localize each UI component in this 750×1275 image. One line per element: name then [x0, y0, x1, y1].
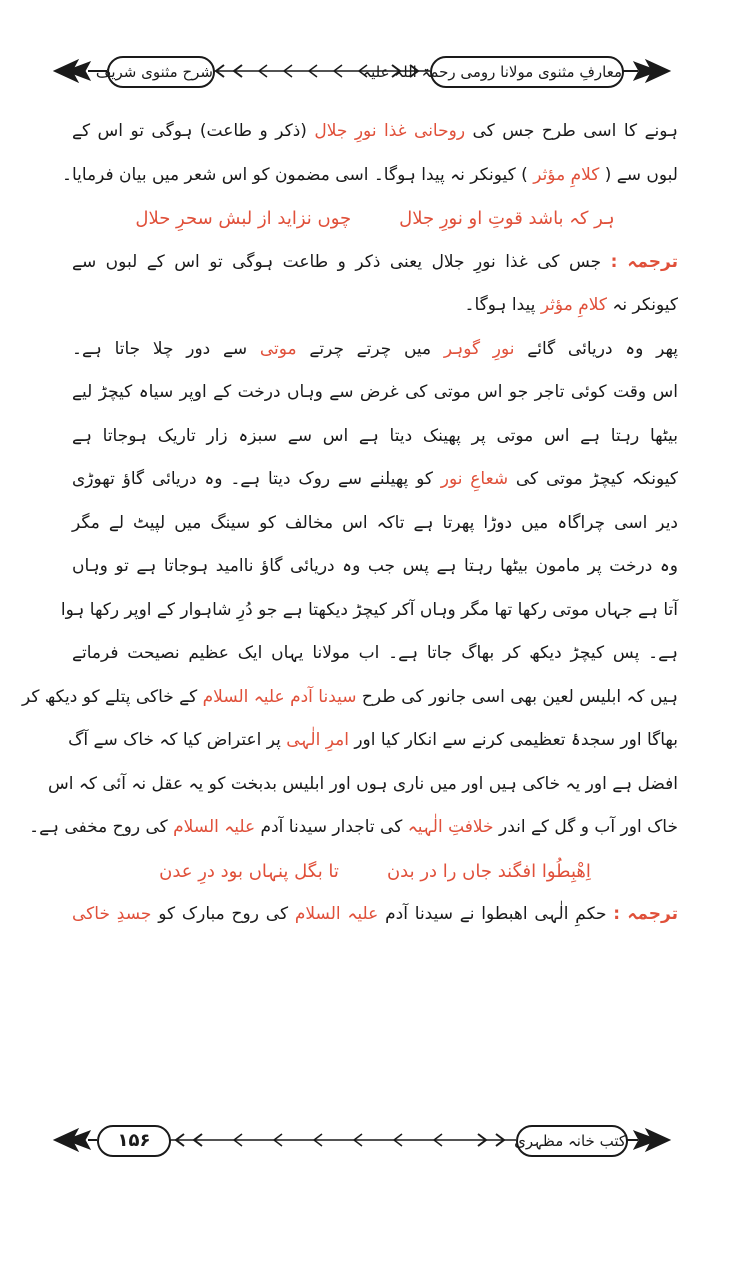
- highlighted-term: علیہ السلام: [173, 817, 256, 837]
- text-segment: حکمِ الٰہی اھبطوا نے سیدنا آدم: [385, 904, 607, 924]
- text-segment: پر اعتراض کیا کہ خاک سے آگ: [68, 730, 281, 750]
- translation-label: ترجمہ :: [610, 251, 678, 272]
- text-line: [48, 763, 678, 807]
- highlighted-term: موتی: [259, 338, 297, 359]
- text-segment: افضل ہے اور یہ خاکی ہیں اور میں ناری ہوں اور ابلیس بدبخت کو یہ عقل نہ آئی کہ اس: [48, 773, 678, 794]
- text-segment: بھاگا اور سجدۂ تعظیمی کرنے سے انکار کیا اور: [354, 730, 678, 750]
- text-segment: ہونے کا اسی طرح جس کی: [472, 121, 679, 141]
- text-segment: آتا ہے جہاں موتی رکھا تھا مگر وہاں آکر کیچڑ دیکھتا ہے جو دُرِ شاہوار کے اوپر رکھا ہوا: [60, 599, 678, 620]
- text-segment: (ذکر و طاعت) ہوگی تو اس کے: [72, 121, 307, 141]
- page-header: [52, 52, 672, 90]
- text-line: [72, 241, 678, 285]
- text-line: [60, 589, 678, 633]
- text-segment: جس کی غذا نورِ جلال یعنی ذکر و طاعت ہوگی تو اس کے لبوں سے: [72, 251, 602, 272]
- verse-line: [72, 197, 678, 241]
- page-footer: [52, 1121, 672, 1159]
- verse-line: [72, 850, 678, 894]
- section-title: شرح مثنوی شریف: [107, 56, 215, 88]
- highlighted-term: کلامِ مؤثر: [533, 164, 600, 185]
- text-line: [72, 371, 678, 415]
- text-segment: کی روح مخفی ہے۔: [29, 817, 168, 837]
- book-title: معارفِ مثنوی مولانا رومی رحمۃ اللہ علیہ: [430, 56, 624, 88]
- text-line: [29, 806, 678, 850]
- highlighted-term: روحانی غذا نورِ جلال: [314, 121, 466, 141]
- text-line: [72, 893, 678, 937]
- text-line: [72, 502, 678, 546]
- text-segment: وہ درخت پر مامون بیٹھا رہتا ہے پس جب وہ دریائی گاؤ ناامید ہوجاتا ہے تو وہاں: [72, 556, 678, 576]
- text-line: [72, 632, 678, 676]
- text-line: [72, 110, 678, 154]
- text-segment: میں چرتے چرتے: [309, 338, 432, 359]
- highlighted-term: نورِ گوہر: [443, 338, 515, 359]
- text-line: [72, 284, 678, 328]
- text-segment: اس وقت کوئی تاجر جو اس موتی کی غرض سے وہاں درخت کے اوپر سیاہ کیچڑ لیے: [72, 382, 678, 402]
- text-line: [61, 154, 678, 198]
- text-line: [72, 545, 678, 589]
- page-number: ۱۵۶: [97, 1125, 171, 1157]
- text-line: [72, 458, 678, 502]
- highlighted-term: کلامِ مؤثر: [540, 295, 607, 315]
- text-segment: کی روح مبارک کو: [158, 904, 289, 924]
- text-segment: کیونکر نہ: [612, 295, 678, 315]
- highlighted-term: خلافتِ الٰہیہ: [407, 817, 494, 837]
- text-segment: کی تاجدار سیدنا آدم: [260, 817, 403, 837]
- text-segment: کو پھیلنے سے روک دیتا ہے۔ وہ دریائی گاؤ تھوڑی: [72, 469, 433, 489]
- text-segment: ہیں کہ ابلیس لعین بھی اسی جانور کی طرح: [361, 686, 678, 707]
- highlighted-term: امرِ الٰہی: [286, 730, 349, 750]
- text-segment: پھر وہ دریائی گائے: [527, 338, 679, 359]
- text-line: [72, 415, 678, 459]
- verse-hemistich: ہر کہ باشد قوتِ او نورِ جلال: [399, 208, 615, 229]
- text-segment: لبوں سے (: [604, 164, 678, 185]
- text-line: [21, 676, 678, 720]
- highlighted-term: سیدنا آدم علیہ السلام: [202, 686, 357, 707]
- text-segment: سے دور چلا جاتا ہے۔: [72, 338, 248, 359]
- text-segment: دیر اسی چراگاہ میں دوڑا پھرتا ہے تاکہ اس مخالف کو سینگ میں لپیٹ لے مگر: [72, 512, 678, 533]
- text-line: [68, 719, 678, 763]
- text-segment: کیونکہ کیچڑ موتی کی: [515, 469, 678, 489]
- text-segment: بیٹھا رہتا ہے اس موتی پر پھینک دیتا ہے اس سے سبزہ زار تاریک ہوجاتا ہے: [72, 425, 678, 446]
- verse-hemistich: تا بگل پنہاں بود درِ عدن: [159, 860, 339, 882]
- highlighted-term: علیہ السلام: [294, 904, 379, 924]
- highlighted-term: جسدِ خاکی: [72, 904, 152, 924]
- translation-label: ترجمہ :: [613, 904, 678, 924]
- text-segment: ہے۔ پس کیچڑ دیکھ کر بھاگ جاتا ہے۔ اب مولانا یہاں ایک عظیم نصیحت فرماتے: [72, 643, 678, 663]
- highlighted-term: شعاعِ نور: [440, 469, 509, 489]
- text-line: [72, 328, 678, 372]
- page-body: [21, 110, 679, 937]
- text-segment: کے خاکی پتلے کو دیکھ کر: [21, 686, 198, 707]
- text-segment: خاک اور آب و گل کے اندر: [498, 817, 678, 837]
- verse-hemistich: اِھْبِطُوا افگند جاں را در بدن: [386, 860, 591, 882]
- verse-hemistich: چوں نزاید از لبش سحرِ حلال: [135, 208, 352, 229]
- publisher-name: کتب خانہ مظہری: [516, 1125, 628, 1157]
- text-segment: پیدا ہوگا۔: [464, 295, 536, 315]
- text-segment: ) کیونکر نہ پیدا ہوگا۔ اسی مضمون کو اس شعر میں بیان فرمایا۔: [61, 164, 528, 185]
